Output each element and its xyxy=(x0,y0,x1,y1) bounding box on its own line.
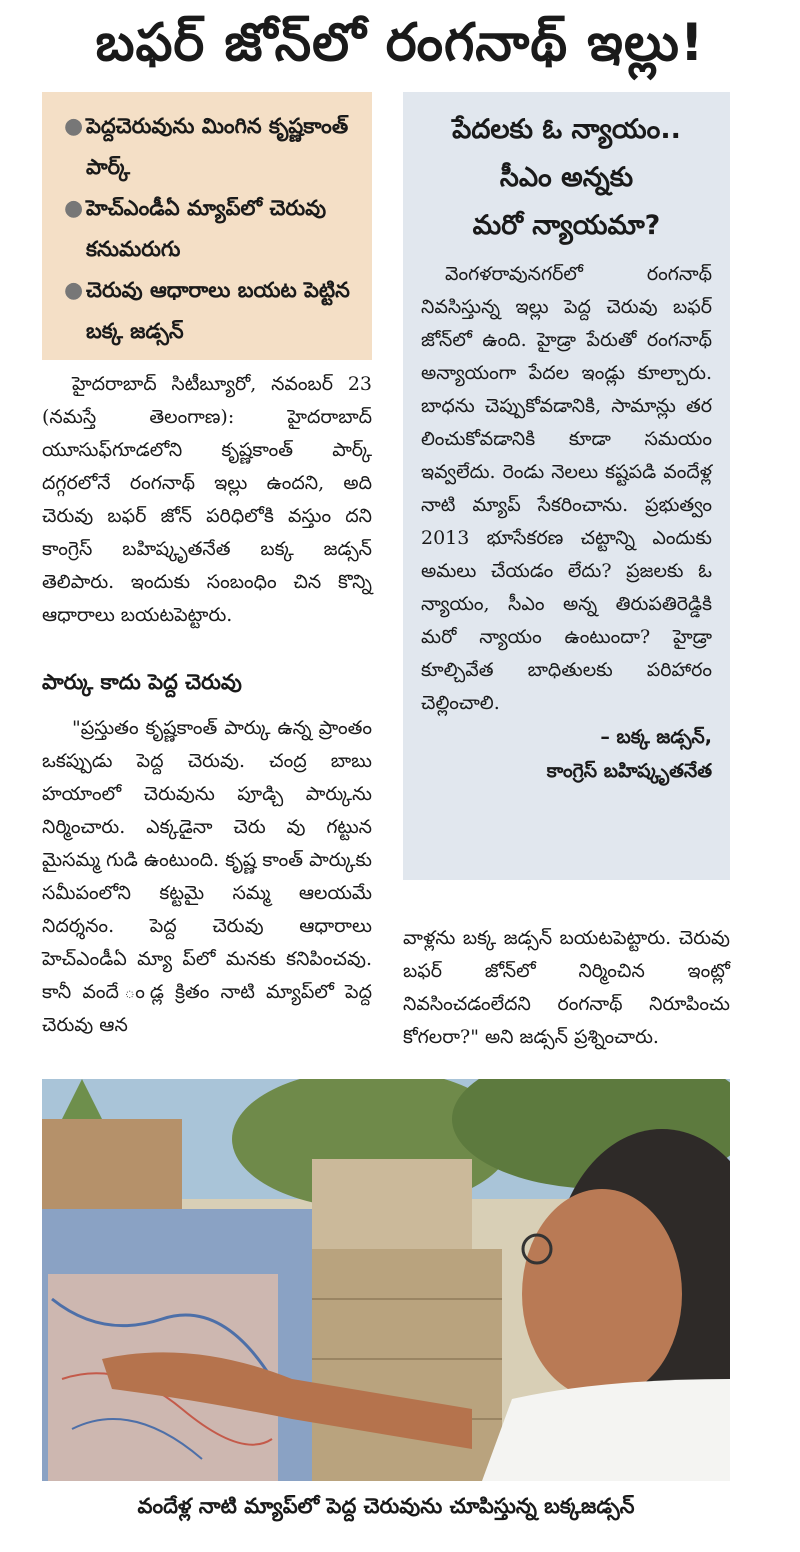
bullet-icon: ● xyxy=(64,196,84,221)
quote-column xyxy=(42,712,372,1042)
photo-caption: వందేళ్ల నాటి మ్యాప్‌లో పెద్ద చెరువును చూపిస్తున్న బక్కజడ్సన్ xyxy=(137,1494,635,1518)
highlight-text: పెద్దచెరువును మింగిన కృష్ణకాంత్ పార్క్ xyxy=(86,114,349,179)
quote-paragraph: "ప్రస్తుతం కృష్ణకాంత్ పార్కు ఉన్న ప్రాంతం ఒకప్పుడు పెద్ద చెరువు. చంద్ర బాబు హయాంలో చెరువును పూడ్చి పార్కును నిర్మించారు. ఎక్కడైనా చెరు వు గట్టున మైసమ్మ గుడి ఉంటుంది. కృష్ణ కాంత్ పార్కుకు సమీపంలోని కట్టమై సమ్మ ఆలయమే నిదర్శనం. పెద్ద చెరువు ఆధారాలు హెచ్ఎండీఏ మ్యా ప్‌లో మనకు కనిపించవు. కానీ వందే ండ్ల క్రితం నాటి మ్యాప్‌లో పెద్ద చెరువు ఆన xyxy=(42,717,372,1036)
sidebar-designation: కాంగ్రెస్ బహిష్కృతనేత xyxy=(546,760,712,782)
highlight-text: హెచ్ఎండీఏ మ్యాప్‌లో చెరువు కనుమరుగు xyxy=(86,196,327,261)
highlight-text: చెరువు ఆధారాలు బయట పెట్టిన బక్క జడ్సన్ xyxy=(86,278,350,343)
highlight-item xyxy=(60,106,358,188)
highlights-box xyxy=(42,92,372,360)
photo-illustration xyxy=(42,1079,730,1481)
news-photo xyxy=(42,1079,730,1481)
sidebar-title-line: పేదలకు ఓ న్యాయం.. xyxy=(452,114,681,145)
sidebar-title-line: సీఎం అన్నకు xyxy=(499,162,634,193)
subheading: పార్కు కాదు పెద్ద చెరువు xyxy=(42,670,242,694)
sidebar-signature: – బక్క జడ్సన్, xyxy=(600,726,712,748)
sidebar-title xyxy=(421,106,712,250)
sidebar-box xyxy=(403,92,730,880)
sidebar-body: వెంగళరావునగర్‌లో రంగనాథ్ నివసిస్తున్న ఇల్లు పెద్ద చెరువు బఫర్ జోన్‌లో ఉంది. హైడ్రా పేరుతో రంగనాథ్ అన్యాయంగా పేదల ఇండ్లు కూల్చారు. బాధను చెప్పుకోవడానికి, సామాన్లు తర లించుకోవడానికి కూడా సమయం ఇవ్వలేదు. రెండు నెలలు కష్టపడి వందేళ్ల నాటి మ్యాప్ సేకరించాను. ప్రభుత్వం 2013 భూసేకరణ చట్టాన్ని ఎందుకు అమలు చేయడం లేదు? ప్రజలకు ఓ న్యాయం, సీఎం అన్న తిరుపతిరెడ్డికి మరో న్యాయం ఉంటుందా? హైడ్రా కూల్చివేత బాధితులకు పరిహారం చెల్లించాలి. xyxy=(421,263,712,714)
highlight-item xyxy=(60,270,358,352)
highlight-item xyxy=(60,188,358,270)
headline: బఫర్ జోన్‌లో రంగనాథ్ ఇల్లు! xyxy=(95,13,705,73)
lead-paragraph-column xyxy=(42,368,372,632)
bullet-icon: ● xyxy=(64,114,84,139)
continuation-paragraph: వాళ్లను బక్క జడ్సన్ బయటపెట్టారు. చెరువు బఫర్ జోన్‌లో నిర్మించిన ఇంట్లో నివసించడంలేదని రంగనాథ్ నిరూపించు కోగలరా?" అని జడ్సన్ ప్రశ్నించారు. xyxy=(403,927,730,1048)
sidebar-title-line: మరో న్యాయమా? xyxy=(472,210,661,241)
bullet-icon: ● xyxy=(64,278,84,303)
lead-paragraph: హైదరాబాద్ సిటీబ్యూరో, నవంబర్ 23 (నమస్తే తెలంగాణ): హైదరాబాద్ యూసుఫ్‌గూడలోని కృష్ణకాంత్ పార్క్ దగ్గరలోనే రంగనాథ్ ఇల్లు ఉందని, అది చెరువు బఫర్ జోన్ పరిధిలోకి వస్తుం దని కాంగ్రెస్ బహిష్కృతనేత బక్క జడ్సన్ తెలిపారు. ఇందుకు సంబంధిం చిన కొన్ని ఆధారాలు బయటపెట్టారు. xyxy=(42,373,372,626)
right-continuation-column xyxy=(403,922,730,1054)
